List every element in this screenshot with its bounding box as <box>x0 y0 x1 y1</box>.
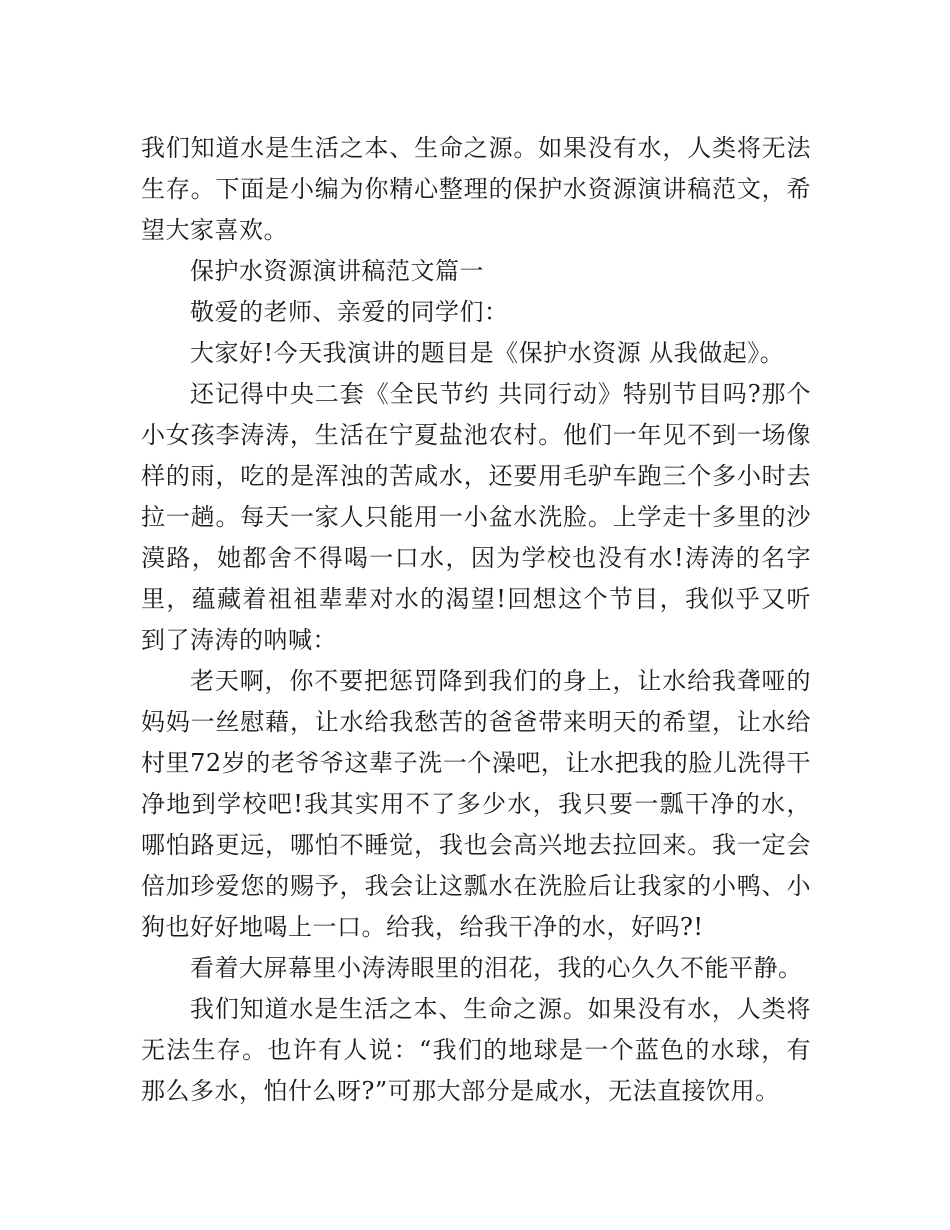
story-paragraph: 还记得中央二套《全民节约 共同行动》特别节目吗?那个小女孩李涛涛，生活在宁夏盐池农村。他们一年见不到一场像样的雨，吃的是浑浊的苦咸水，还要用毛驴车跑三个多小时去拉一趟。每天一家人只能用一小盆水洗脸。上学走十多里的沙漠路，她都舍不得喝一口水，因为学校也没有水!涛涛的名字里，蕴藏着祖祖辈辈对水的渴望!回想这个节目，我似乎又听到了涛涛的呐喊： <box>141 380 811 654</box>
closing-paragraph: 我们知道水是生活之本、生命之源。如果没有水，人类将无法生存。也许有人说：“我们的地球是一个蓝色的水球，有那么多水，怕什么呀?”可那大部分是咸水，无法直接饮用。 <box>141 995 811 1105</box>
reflection-paragraph: 看着大屏幕里小涛涛眼里的泪花，我的心久久不能平静。 <box>190 954 803 982</box>
opening-paragraph: 大家好!今天我演讲的题目是《保护水资源 从我做起》。 <box>190 339 785 367</box>
intro-paragraph: 我们知道水是生活之本、生命之源。如果没有水，人类将无法生存。下面是小编为你精心整理的保护水资源演讲稿范文，希望大家喜欢。 <box>141 134 811 244</box>
speech-title: 保护水资源演讲稿范文篇一 <box>190 257 484 285</box>
plea-paragraph: 老天啊，你不要把惩罚降到我们的身上，让水给我聋哑的妈妈一丝慰藉，让水给我愁苦的爸爸带来明天的希望，让水给村里72岁的老爷爷这辈子洗一个澡吧，让水把我的脸儿洗得干净地到学校吧!我其实用不了多少水，我只要一瓢干净的水，哪怕路更远，哪怕不睡觉，我也会高兴地去拉回来。我一定会倍加珍爱您的赐予，我会让这瓢水在洗脸后让我家的小鸭、小狗也好好地喝上一口。给我，给我干净的水，好吗?! <box>141 667 811 941</box>
salutation: 敬爱的老师、亲爱的同学们： <box>190 298 509 326</box>
document-body <box>141 128 811 1112</box>
